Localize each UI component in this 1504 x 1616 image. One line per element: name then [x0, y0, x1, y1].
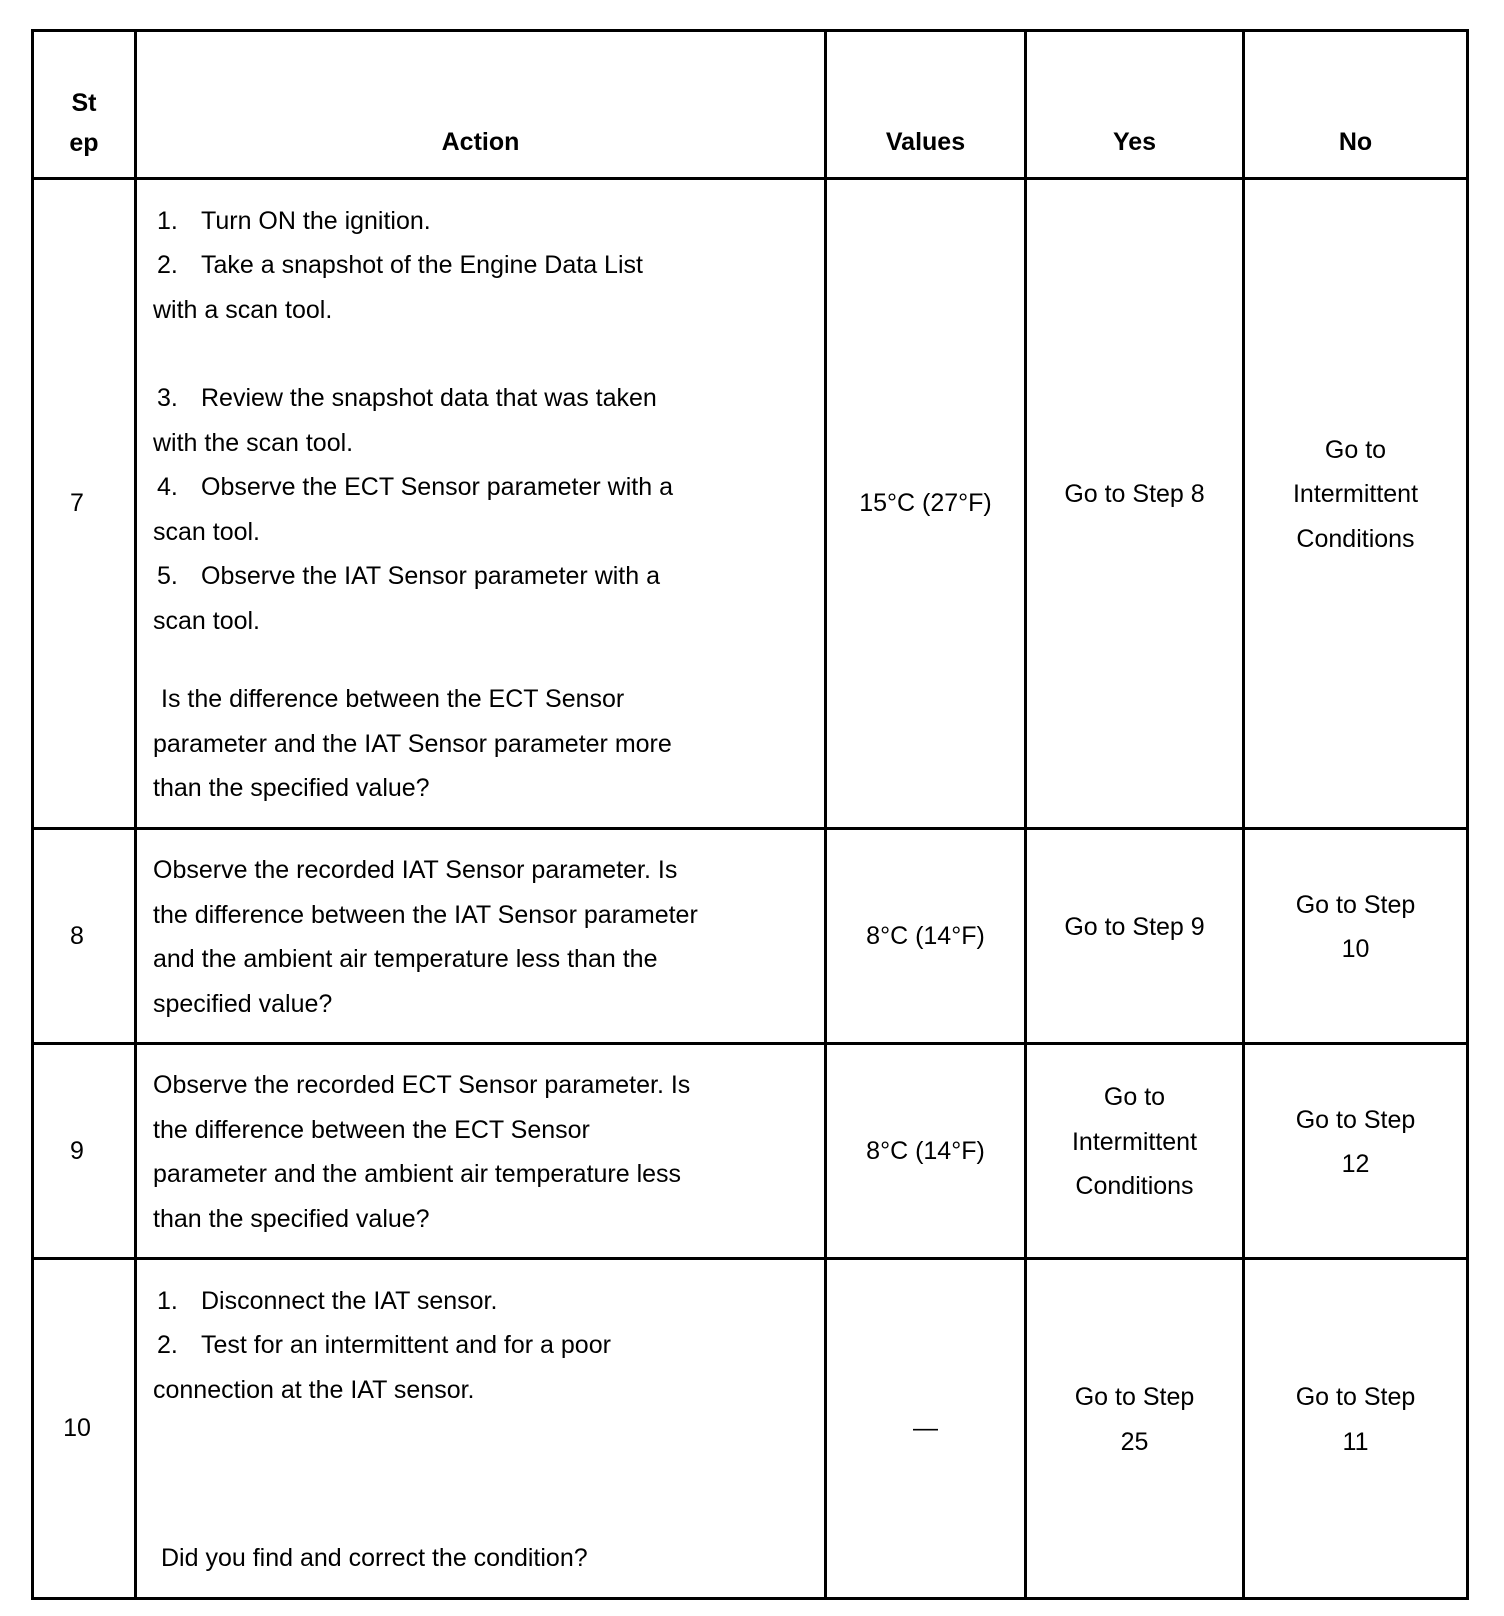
header-yes: Yes — [1026, 31, 1244, 179]
step-number: 8 — [33, 829, 136, 1044]
header-no: No — [1244, 31, 1468, 179]
table-row — [33, 1259, 1468, 1599]
header-action: Action — [136, 31, 826, 179]
action-cell: Observe the recorded IAT Sensor parameter. Is the difference between the IAT Sensor parameter and the ambient air temperature less than the specified value? — [136, 829, 826, 1044]
step-number: 7 — [33, 179, 136, 829]
action-list: 1. Disconnect the IAT sensor. 2. Test for an intermittent and for a poor connection at the IAT sensor. — [153, 1279, 810, 1413]
no-cell: Go to Step 10 — [1244, 829, 1468, 1044]
value-cell: 15°C (27°F) — [826, 179, 1026, 829]
list-item: 1. Turn ON the ignition. — [157, 206, 431, 235]
table-row — [33, 829, 1468, 1044]
table-row — [33, 179, 1468, 829]
header-step: St ep — [33, 31, 136, 179]
list-item: 1. Disconnect the IAT sensor. — [157, 1286, 498, 1315]
yes-cell: Go to Step 8 — [1026, 179, 1244, 829]
yes-cell: Go to Intermittent Conditions — [1026, 1044, 1244, 1259]
value-cell: 8°C (14°F) — [826, 829, 1026, 1044]
action-cell — [136, 1259, 826, 1599]
step-number: 10 — [33, 1259, 136, 1599]
action-cell: Observe the recorded ECT Sensor parameter. Is the difference between the ECT Sensor parameter and the ambient air temperature less than the specified value? — [136, 1044, 826, 1259]
value-cell: — — [826, 1259, 1026, 1599]
action-cell — [136, 179, 826, 829]
question: Is the difference between the ECT Sensor parameter and the IAT Sensor parameter more than the specified value? — [153, 685, 672, 802]
list-item: 5. Observe the IAT Sensor parameter with a — [157, 562, 661, 590]
no-cell: Go to Step 12 — [1244, 1044, 1468, 1259]
value-cell: 8°C (14°F) — [826, 1044, 1026, 1259]
list-item: 2. Take a snapshot of the Engine Data List — [157, 251, 643, 279]
action-list: 1. Turn ON the ignition. 2. Take a snapshot of the Engine Data List with a scan tool. 3. Review the snapshot data that was taken with the scan tool. 4. Observe the ECT Sensor parameter with a scan tool. 5. Observe the IAT Sensor parameter with a scan tool. — [153, 199, 810, 644]
header-row — [33, 31, 1468, 179]
list-item: 4. Observe the ECT Sensor parameter with a — [157, 473, 673, 501]
list-item: 3. Review the snapshot data that was taken — [157, 384, 657, 412]
yes-cell: Go to Step 25 — [1026, 1259, 1244, 1599]
step-number: 9 — [33, 1044, 136, 1259]
no-cell: Go to Intermittent Conditions — [1244, 179, 1468, 829]
list-item: 2. Test for an intermittent and for a poor — [157, 1331, 611, 1359]
no-cell: Go to Step 11 — [1244, 1259, 1468, 1599]
diagnostic-table — [31, 29, 1469, 1600]
yes-cell: Go to Step 9 — [1026, 829, 1244, 1044]
table-row — [33, 1044, 1468, 1259]
header-values: Values — [826, 31, 1026, 179]
question: Did you find and correct the condition? — [161, 1544, 588, 1572]
